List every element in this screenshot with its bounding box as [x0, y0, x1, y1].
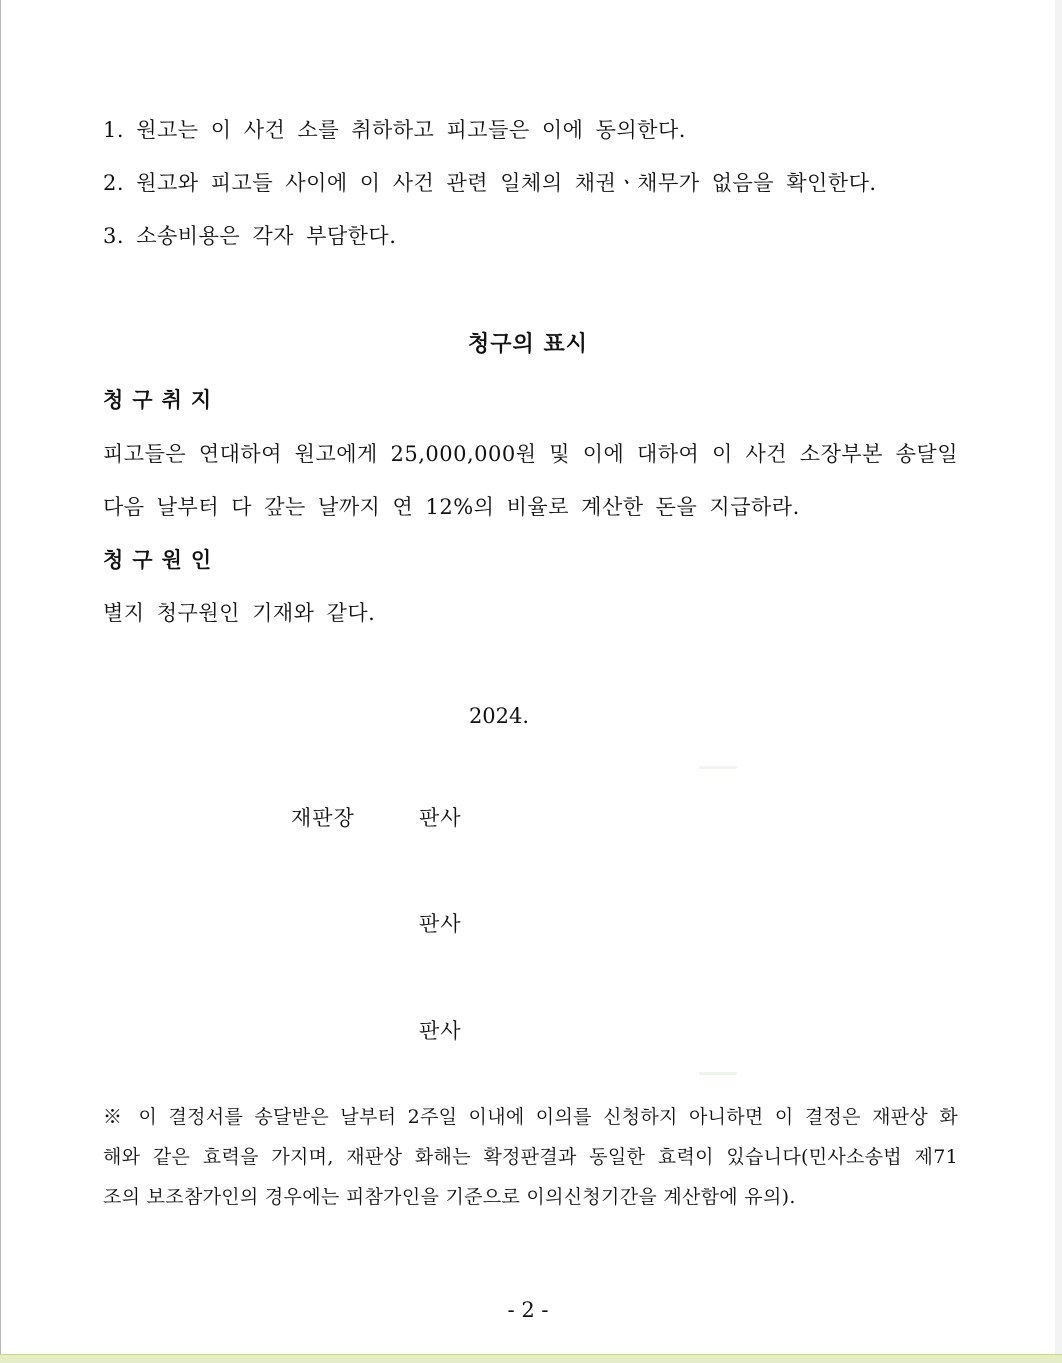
claim-cause-heading: 청구원인 [103, 548, 221, 572]
judge-label-2: 판사 [419, 912, 462, 936]
decision-date: 2024. [468, 704, 530, 728]
presiding-judge-title: 재판장 [291, 806, 355, 830]
judge-label-1: 판사 [419, 806, 462, 830]
claim-purpose-line-2: 다음 날부터 다 갚는 날까지 연 12%의 비율로 계산한 돈을 지급하라. [103, 495, 800, 519]
notice-line-3: 조의 보조참가인의 경우에는 피참가인을 기준으로 이의신청기간을 계산함에 유의). [103, 1186, 796, 1208]
faint-seal-mark [699, 1072, 737, 1075]
item-2: 2. 원고와 피고들 사이에 이 사건 관련 일체의 채권ㆍ채무가 없음을 확인한다. [103, 171, 877, 195]
item-3: 3. 소송비용은 각자 부담한다. [103, 224, 397, 248]
claim-purpose-heading: 청구취지 [103, 388, 221, 412]
claim-cause-text: 별지 청구원인 기재와 같다. [103, 601, 376, 625]
judge-label-3: 판사 [419, 1019, 462, 1043]
viewer-scroll-gutter [1055, 0, 1062, 1354]
notice-line-2: 해와 같은 효력을 가지며, 재판상 화해는 확정판결과 동일한 효력이 있습니다(민사소송법 제71 [103, 1146, 958, 1168]
claim-purpose-line-1: 피고들은 연대하여 원고에게 25,000,000원 및 이에 대하여 이 사건 소장부본 송달일 [103, 442, 958, 466]
page-number: - 2 - [507, 1298, 549, 1322]
claim-title: 청구의 표시 [468, 332, 588, 357]
faint-seal-mark [699, 766, 737, 769]
item-1: 1. 원고는 이 사건 소를 취하하고 피고들은 이에 동의한다. [103, 118, 686, 142]
notice-line-1: ※ 이 결정서를 송달받은 날부터 2주일 이내에 이의를 신청하지 아니하면 이 결정은 재판상 화 [103, 1106, 958, 1128]
